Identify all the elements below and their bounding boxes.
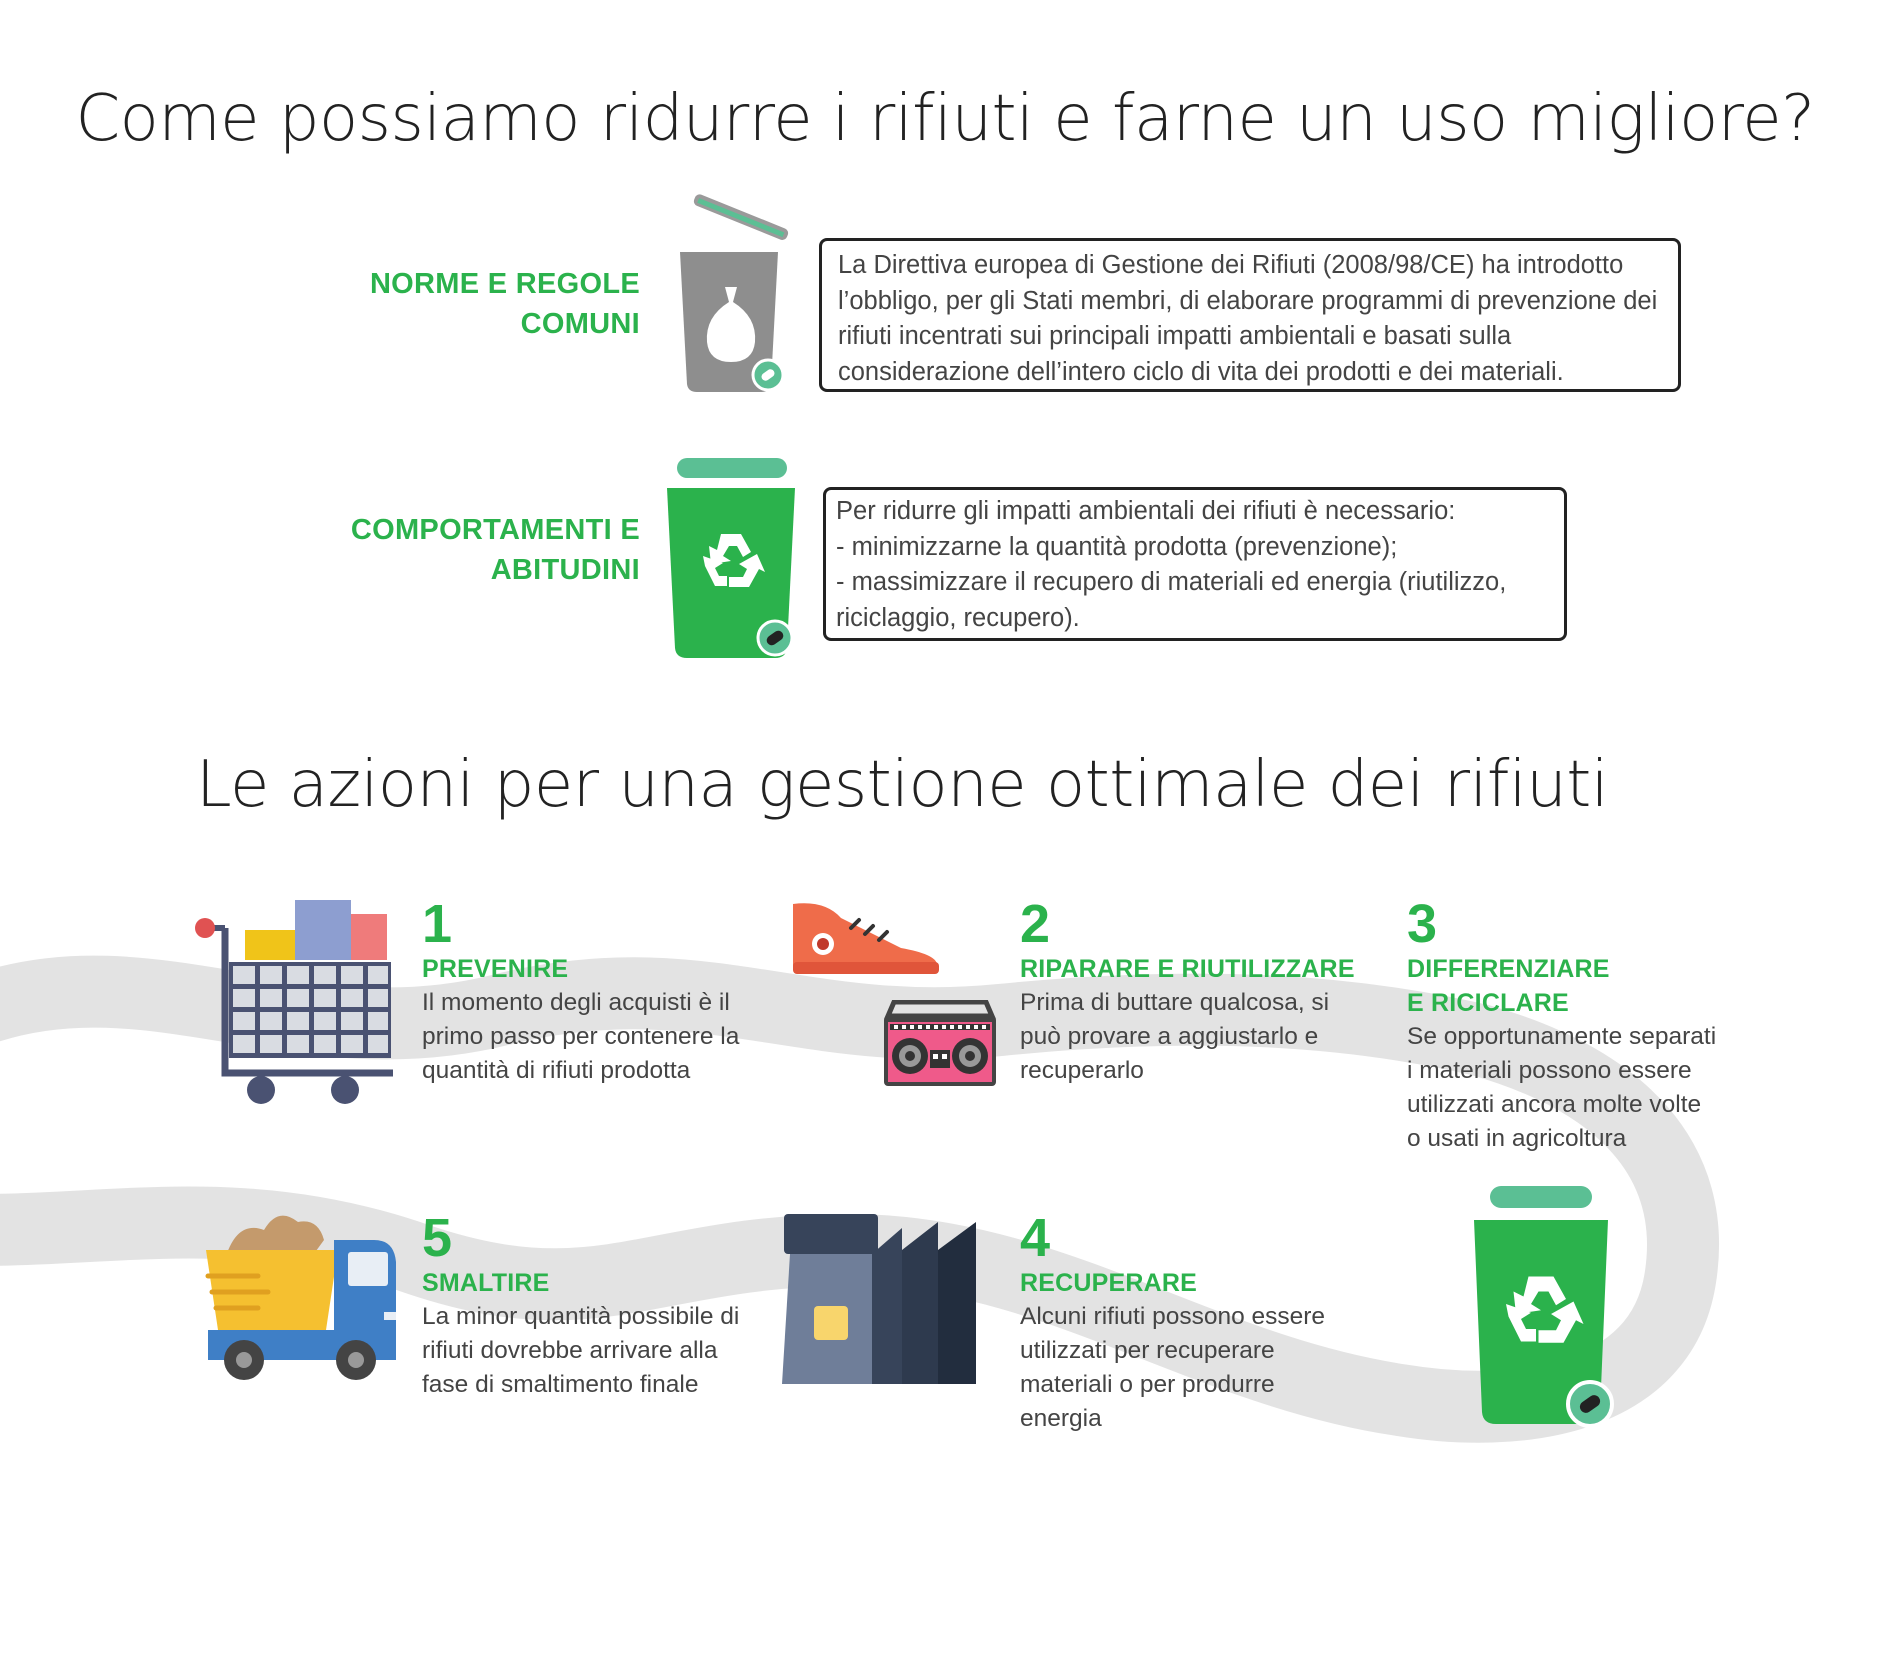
step-4-desc: Alcuni rifiuti possono essere utilizzati per recuperare materiali o per produrre energia xyxy=(1020,1303,1326,1432)
behaviours-label-line1: COMPORTAMENTI E xyxy=(350,514,640,546)
rules-text: La Direttiva europea di Gestione dei Rifiuti (2008/98/CE) ha introdotto l’obbligo, per gli Stati membri, di elaborare programmi di prevenzione dei rifiuti incentrati sui principali impatti ambientali e basati sulla considerazione dell’intero ciclo di vita dei prodotti e dei materiali. xyxy=(838,251,1658,386)
step-1-title: PREVENIRE xyxy=(422,955,569,983)
step-4-number: 4 xyxy=(1020,1208,1051,1268)
behaviours-line3: - massimizzare il recupero di materiali ed energia (riutilizzo, riciclaggio, recupero). xyxy=(836,568,1507,632)
step-3-title-line2: E RICICLARE xyxy=(1407,989,1569,1017)
step-5-title: SMALTIRE xyxy=(422,1269,550,1297)
rules-label xyxy=(300,264,640,344)
trash-bin-bag-icon xyxy=(675,192,795,392)
rules-label-line2: COMUNI xyxy=(520,308,640,340)
section-title: Le azioni per una gestione ottimale dei rifiuti xyxy=(196,748,1609,822)
step-3-desc: Se opportunamente separati i materiali possono essere utilizzati ancora molte volte o usati in agricoltura xyxy=(1407,1023,1717,1152)
step-2 xyxy=(1020,896,1360,1088)
dump-truck-icon xyxy=(198,1200,398,1380)
recycle-bin-icon xyxy=(1460,1186,1620,1434)
step-1-desc: Il momento degli acquisti è il primo passo per contenere la quantità di rifiuti prodotta xyxy=(422,989,740,1084)
step-2-number: 2 xyxy=(1020,894,1051,954)
behaviours-line2: - minimizzarne la quantità prodotta (prevenzione); xyxy=(836,532,1398,561)
step-3-number: 3 xyxy=(1407,894,1438,954)
step-1 xyxy=(422,896,762,1088)
step-5-desc: La minor quantità possibile di rifiuti dovrebbe arrivare alla fase di smaltimento finale xyxy=(422,1303,740,1398)
rules-text-box xyxy=(819,238,1681,392)
step-3 xyxy=(1407,896,1719,1156)
step-1-number: 1 xyxy=(422,894,453,954)
behaviours-line1: Per ridurre gli impatti ambientali dei rifiuti è necessario: xyxy=(836,497,1456,525)
behaviours-text-box xyxy=(823,487,1567,641)
factory-icon xyxy=(780,1214,1000,1389)
step-5-number: 5 xyxy=(422,1208,453,1268)
step-5 xyxy=(422,1210,742,1402)
sneaker-icon xyxy=(785,898,945,978)
step-4 xyxy=(1020,1210,1350,1436)
behaviours-label-line2: ABITUDINI xyxy=(490,554,640,586)
rules-label-line1: NORME E REGOLE xyxy=(369,268,640,300)
recycle-bin-icon xyxy=(665,458,805,668)
step-2-desc: Prima di buttare qualcosa, si può provare a aggiustarlo e recuperarlo xyxy=(1020,989,1330,1084)
page-title: Come possiamo ridurre i rifiuti e farne un uso migliore? xyxy=(75,82,1815,156)
shopping-cart-icon xyxy=(193,898,403,1108)
step-3-title-line1: DIFFERENZIARE xyxy=(1407,955,1610,983)
boombox-icon xyxy=(880,1000,1000,1090)
behaviours-label xyxy=(300,510,640,590)
step-4-title: RECUPERARE xyxy=(1020,1269,1198,1297)
step-2-title: RIPARARE E RIUTILIZZARE xyxy=(1020,955,1355,983)
